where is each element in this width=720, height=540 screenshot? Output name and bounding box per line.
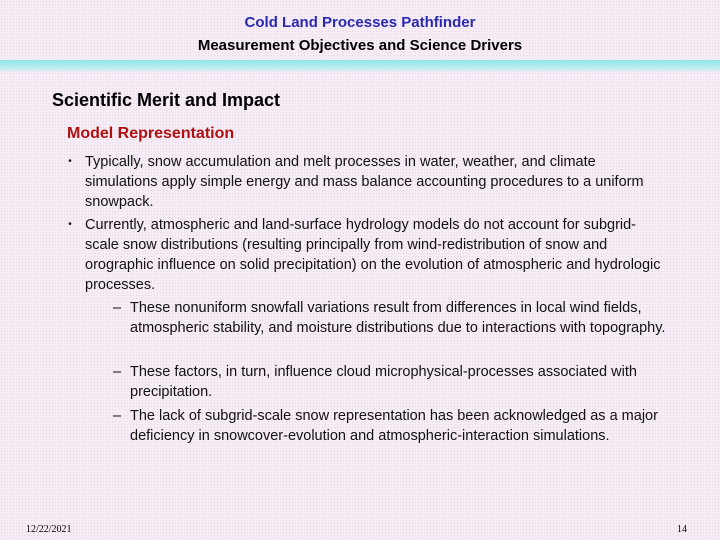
bullet-text: Typically, snow accumulation and melt processes in water, weather, and climate simulations apply simple energy and mass balance accounting procedures to a uniform snowpack. (85, 154, 644, 210)
bullet-marker: • (68, 219, 72, 230)
section-title: Scientific Merit and Impact (52, 90, 281, 110)
sub-bullet-text: These factors, in turn, influence cloud microphysical-processes associated with precipitation. (130, 364, 637, 400)
dash-marker: – (113, 408, 122, 424)
bullet-text: Currently, atmospheric and land-surface hydrology models do not account for subgrid-scale snow distributions (resulting principally from wind-redistribution of snow and orographic influence on solid precipitation) on the evolution of atmospheric and hydrologic processes. (85, 217, 661, 293)
sub-bullet-text: The lack of subgrid-scale snow representation has been acknowledged as a major deficiency in snowcover-evolution and atmospheric-interaction simulations. (130, 408, 658, 444)
sub-bullet-text: These nonuniform snowfall variations result from differences in local wind fields, atmospheric stability, and moisture distributions due to interactions with topography. (130, 300, 666, 336)
slide-title: Cold Land Processes Pathfinder (244, 14, 476, 31)
bullet-item-2 (62, 215, 662, 295)
header-divider (0, 60, 720, 73)
slide-header (0, 0, 720, 60)
sub-bullet-item-1 (113, 298, 673, 338)
slide-subtitle: Measurement Objectives and Science Drivers (197, 37, 523, 54)
page-number: 14 (677, 524, 687, 535)
sub-bullet-item-2 (113, 362, 673, 402)
footer-date: 12/22/2021 (26, 524, 72, 535)
bullet-marker: • (68, 156, 72, 167)
dash-marker: – (113, 364, 122, 380)
subsection-title: Model Representation (67, 125, 235, 142)
sub-bullet-item-3 (113, 406, 673, 446)
bullet-item-1 (62, 152, 662, 212)
dash-marker: – (113, 300, 122, 316)
